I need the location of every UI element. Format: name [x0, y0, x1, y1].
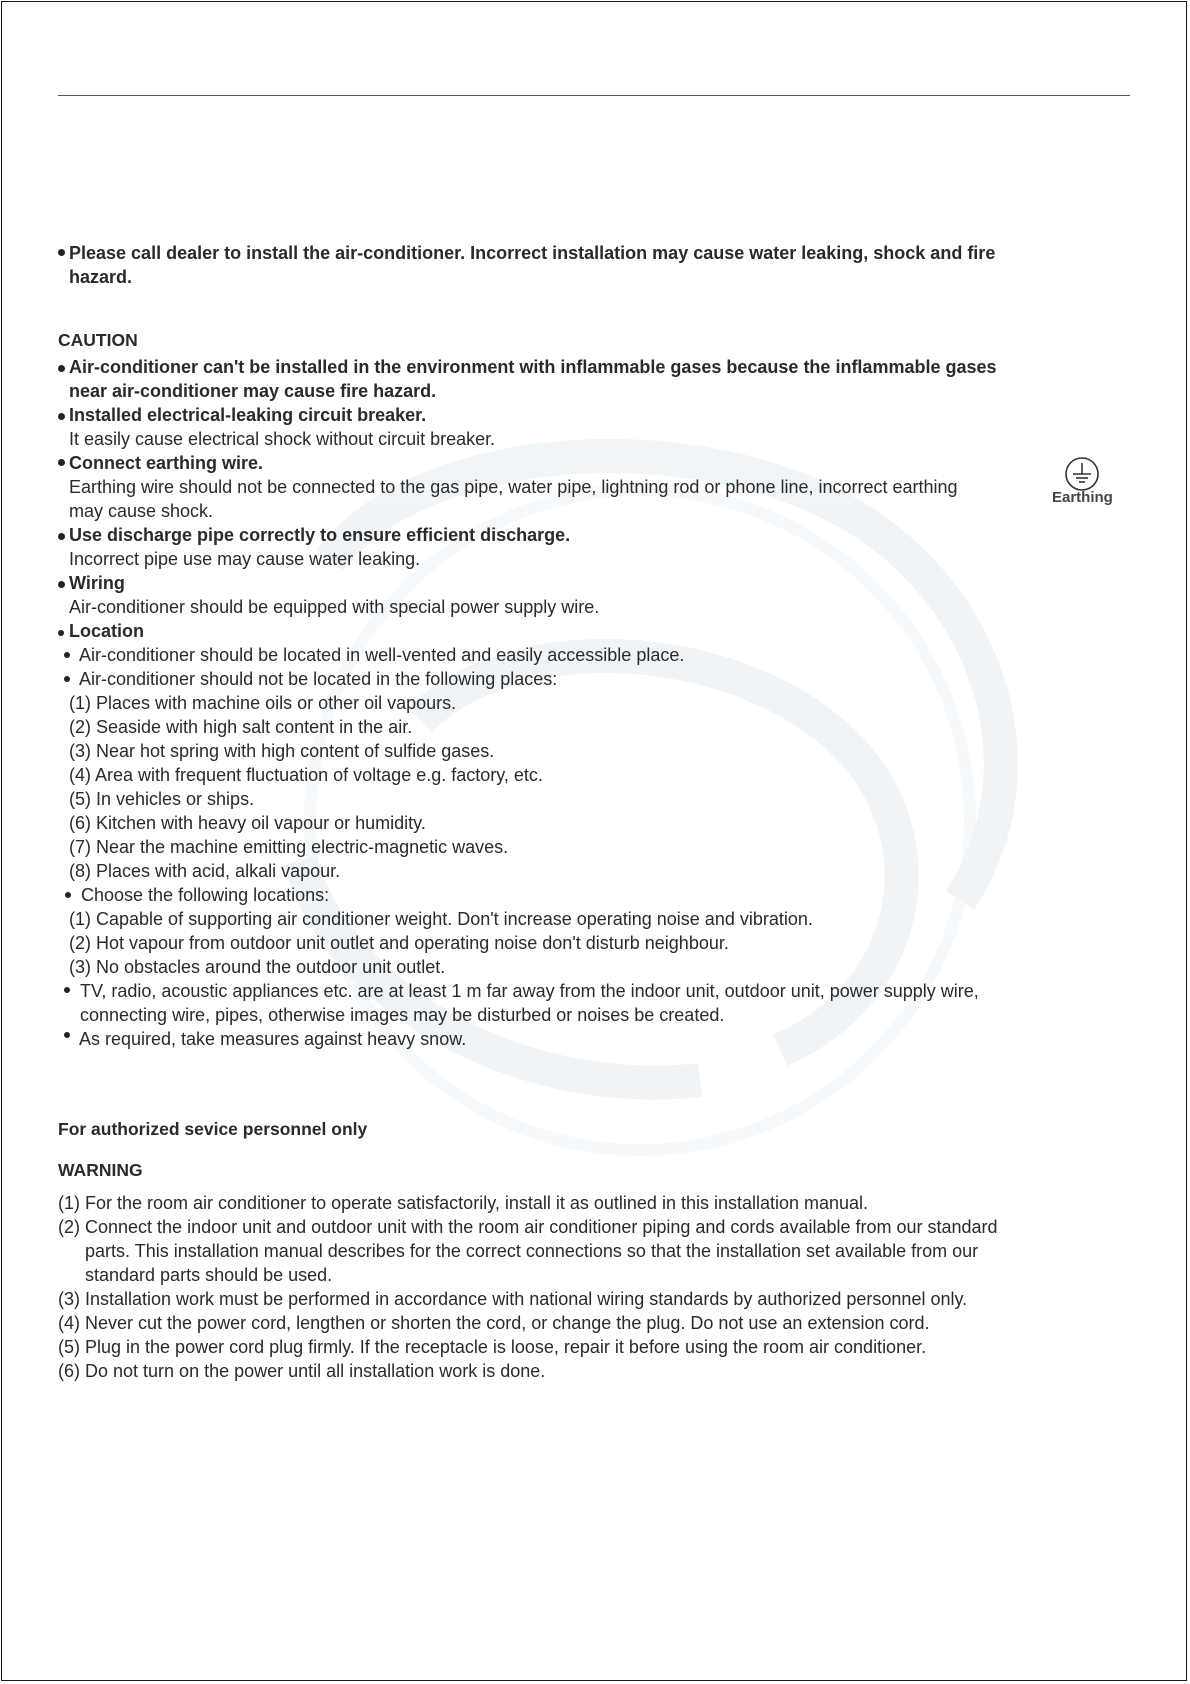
header-rule: [58, 95, 1130, 96]
earthing-label: Earthing: [1052, 489, 1113, 506]
avoid-item: (7) Near the machine emitting electric-magnetic waves.: [69, 837, 509, 857]
choose-item: (2) Hot vapour from outdoor unit outlet and operating noise don't disturb neighbour.: [69, 933, 729, 953]
location-bullet-4-line-2: connecting wire, pipes, otherwise images may be disturbed or noises be created.: [80, 1005, 725, 1025]
caution-item-5-desc: Air-conditioner should be equipped with special power supply wire.: [69, 597, 600, 617]
caution-item-5-title: Wiring: [69, 573, 125, 593]
caution-item-2-title: Installed electrical-leaking circuit breaker.: [69, 405, 427, 425]
caution-item-1-line-1: Air-conditioner can't be installed in the environment with inflammable gases because the inflammable gases: [69, 357, 997, 377]
caution-item-1-line-2: near air-conditioner may cause fire hazard.: [69, 381, 437, 401]
warning-item-6: (6) Do not turn on the power until all installation work is done.: [58, 1361, 546, 1381]
warning-item-1: (1) For the room air conditioner to operate satisfactorily, install it as outlined in this installation manual.: [58, 1193, 869, 1213]
warning-heading: WARNING: [58, 1160, 143, 1180]
warning-item-3: (3) Installation work must be performed in accordance with national wiring standards by authorized personnel only.: [58, 1289, 968, 1309]
intro-line-2: hazard.: [69, 267, 133, 287]
bullet-dot: [64, 652, 70, 658]
avoid-item: (8) Places with acid, alkali vapour.: [69, 861, 341, 881]
avoid-item: (3) Near hot spring with high content of sulfide gases.: [69, 741, 495, 761]
warning-item-4: (4) Never cut the power cord, lengthen or shorten the cord, or change the plug. Do not use an extension cord.: [58, 1313, 930, 1333]
avoid-item: (4) Area with frequent fluctuation of voltage e.g. factory, etc.: [69, 765, 543, 785]
location-bullet-4-line-1: TV, radio, acoustic appliances etc. are at least 1 m far away from the indoor unit, outdoor unit, power supply wire,: [80, 981, 979, 1001]
bullet-dot: [64, 1032, 70, 1038]
warning-item-2-line-3: standard parts should be used.: [85, 1265, 333, 1285]
warning-item-5: (5) Plug in the power cord plug firmly. If the receptacle is loose, repair it before using the room air conditioner.: [58, 1337, 927, 1357]
location-bullet-3: Choose the following locations:: [81, 885, 330, 905]
caution-heading: CAUTION: [58, 330, 138, 350]
location-bullet-1: Air-conditioner should be located in well-vented and easily accessible place.: [79, 645, 685, 665]
bullet-dot: [58, 533, 65, 540]
service-heading: For authorized sevice personnel only: [58, 1119, 368, 1139]
bullet-dot: [65, 892, 71, 898]
bullet-dot: [64, 676, 70, 682]
choose-item: (1) Capable of supporting air conditioner weight. Don't increase operating noise and vibration.: [69, 909, 813, 929]
caution-item-4-title: Use discharge pipe correctly to ensure efficient discharge.: [69, 525, 571, 545]
caution-item-3-title: Connect earthing wire.: [69, 453, 264, 473]
warning-item-2-line-1: (2) Connect the indoor unit and outdoor unit with the room air conditioner piping and cords available from our standard: [58, 1217, 998, 1237]
bullet-dot: [58, 365, 65, 372]
bullet-dot: [58, 413, 65, 420]
bullet-dot: [58, 459, 65, 466]
avoid-item: (1) Places with machine oils or other oil vapours.: [69, 693, 457, 713]
location-bullet-5: As required, take measures against heavy snow.: [79, 1029, 467, 1049]
bullet-dot: [58, 581, 65, 588]
avoid-item: (5) In vehicles or ships.: [69, 789, 255, 809]
caution-item-4-desc: Incorrect pipe use may cause water leaking.: [69, 549, 421, 569]
choose-item: (3) No obstacles around the outdoor unit outlet.: [69, 957, 446, 977]
caution-item-3-desc-line-2: may cause shock.: [69, 501, 214, 521]
location-bullet-2: Air-conditioner should not be located in the following places:: [79, 669, 558, 689]
earthing-icon: [1064, 456, 1100, 492]
avoid-item: (6) Kitchen with heavy oil vapour or humidity.: [69, 813, 426, 833]
bullet-dot: [58, 249, 65, 256]
avoid-item: (2) Seaside with high salt content in the air.: [69, 717, 413, 737]
intro-line-1: Please call dealer to install the air-conditioner. Incorrect installation may cause water leaking, shock and fire: [69, 243, 996, 263]
warning-item-2-line-2: parts. This installation manual describes for the correct connections so that the installation set available from our: [85, 1241, 979, 1261]
location-title: Location: [69, 621, 144, 641]
bullet-dot: [58, 630, 64, 636]
bullet-dot: [64, 987, 70, 993]
caution-item-3-desc-line-1: Earthing wire should not be connected to the gas pipe, water pipe, lightning rod or phone line, incorrect earthing: [69, 477, 958, 497]
caution-item-2-desc: It easily cause electrical shock without circuit breaker.: [69, 429, 496, 449]
